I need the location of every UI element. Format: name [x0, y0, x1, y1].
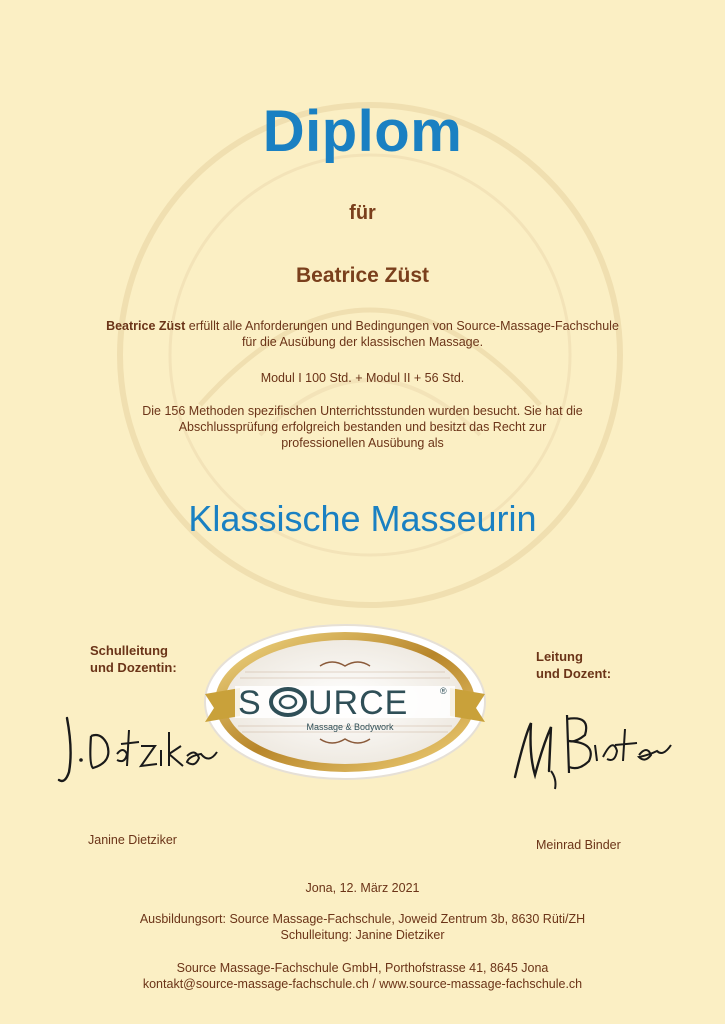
- paragraph-line1: erfüllt alle Anforderungen und Bedingungen von Source-Massage-Fachschule: [185, 319, 619, 333]
- right-signature: [505, 705, 685, 795]
- recipient-name: Beatrice Züst: [295, 264, 430, 287]
- company-contact-line: kontakt@source-massage-fachschule.ch / www.source-massage-fachschule.ch: [142, 977, 583, 991]
- left-signatory-role: [90, 642, 177, 676]
- completion-paragraph: [0, 403, 725, 451]
- for-label: für: [349, 202, 376, 224]
- paragraph-line2: für die Ausübung der klassischen Massage.: [241, 335, 484, 349]
- right-role-line1: Leitung: [536, 649, 583, 664]
- degree-title: Klassische Masseurin: [188, 498, 537, 539]
- modules-line: Modul I 100 Std. + Modul II + 56 Std.: [260, 371, 465, 385]
- location-line2: Schulleitung: Janine Dietziker: [280, 928, 445, 942]
- left-signature: [55, 710, 225, 790]
- completion-line2: Abschlussprüfung erfolgreich bestanden und besitzt das Recht zur: [178, 420, 547, 434]
- svg-text:®: ®: [440, 686, 447, 696]
- completion-line3: professionellen Ausübung als: [281, 436, 444, 450]
- left-signatory-name: Janine Dietziker: [88, 833, 177, 847]
- svg-text:URCE: URCE: [308, 684, 409, 722]
- right-signatory-role: [536, 648, 611, 682]
- location-line1: Ausbildungsort: Source Massage-Fachschule, Joweid Zentrum 3b, 8630 Rüti/ZH: [139, 912, 586, 926]
- source-seal-logo: [200, 622, 490, 782]
- diploma-title: Diplom: [262, 99, 463, 164]
- svg-text:Massage & Bodywork: Massage & Bodywork: [306, 722, 394, 732]
- right-role-line2: und Dozent:: [536, 666, 612, 681]
- training-location: [0, 911, 725, 943]
- requirements-paragraph: [0, 318, 725, 350]
- issue-date: Jona, 12. März 2021: [305, 881, 420, 895]
- left-role-line1: Schulleitung: [90, 643, 168, 658]
- company-info: [0, 960, 725, 992]
- right-signatory-name: Meinrad Binder: [536, 838, 621, 852]
- paragraph-recipient-name: Beatrice Züst: [106, 319, 186, 333]
- company-line1: Source Massage-Fachschule GmbH, Porthofstrasse 41, 8645 Jona: [176, 961, 549, 975]
- left-role-line2: und Dozentin:: [90, 660, 177, 675]
- svg-text:S: S: [238, 684, 262, 722]
- completion-line1: Die 156 Methoden spezifischen Unterrichtsstunden wurden besucht. Sie hat die: [142, 404, 583, 418]
